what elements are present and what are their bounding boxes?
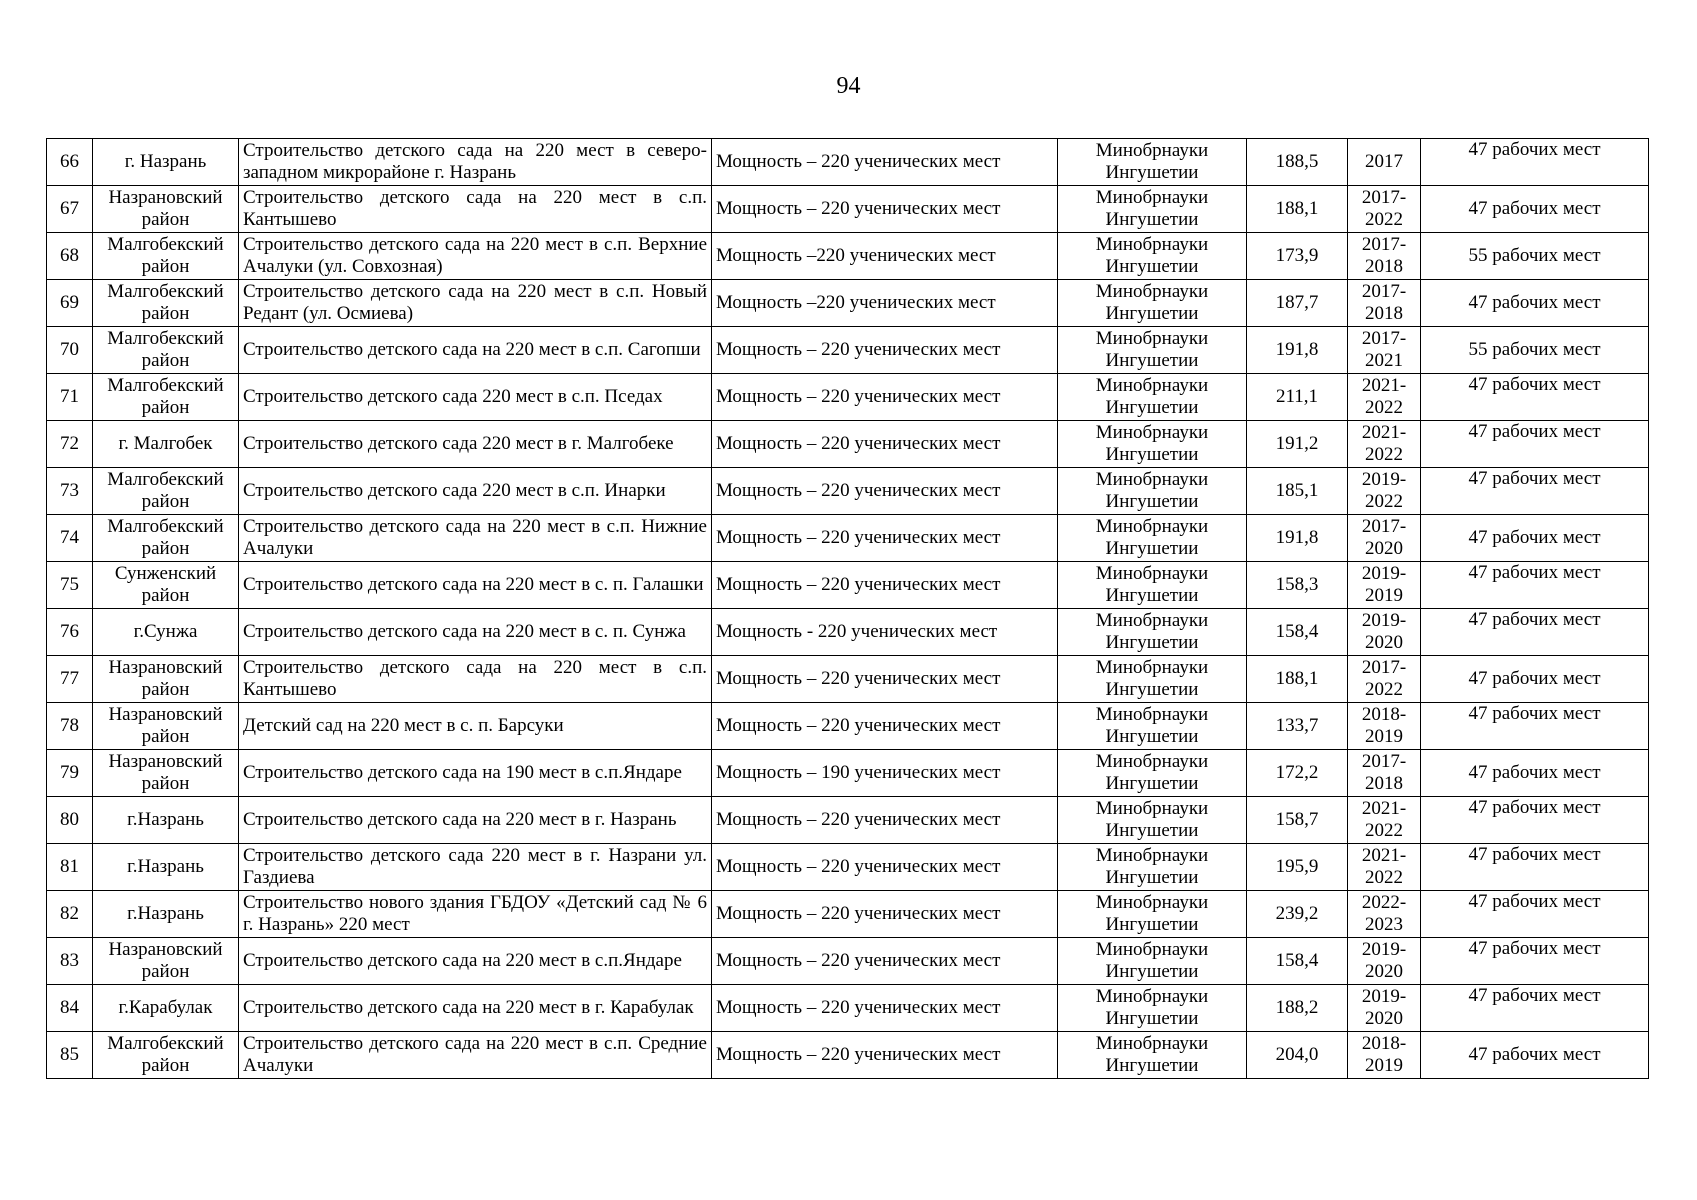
description-cell: Строительство детского сада 220 мест в с.п. Инарки xyxy=(239,468,712,515)
organization-cell: Минобрнауки Ингушетии xyxy=(1058,844,1247,891)
capacity-cell: Мощность – 220 ученических мест xyxy=(712,515,1058,562)
row-number: 67 xyxy=(47,186,93,233)
location-cell: г.Сунжа xyxy=(93,609,239,656)
table-row xyxy=(47,139,1649,186)
cost-cell: 187,7 xyxy=(1247,280,1348,327)
table-row xyxy=(47,233,1649,280)
years-cell: 2018-2019 xyxy=(1348,703,1421,750)
organization-cell: Минобрнауки Ингушетии xyxy=(1058,280,1247,327)
cost-cell: 185,1 xyxy=(1247,468,1348,515)
description-cell: Строительство детского сада на 220 мест в с.п. Сагопши xyxy=(239,327,712,374)
capacity-cell: Мощность – 220 ученических мест xyxy=(712,468,1058,515)
years-cell: 2017-2022 xyxy=(1348,186,1421,233)
table-row xyxy=(47,844,1649,891)
description-cell: Строительство детского сада на 220 мест в с.п.Яндаре xyxy=(239,938,712,985)
location-cell: Назрановский район xyxy=(93,703,239,750)
description-cell: Строительство нового здания ГБДОУ «Детский сад № 6 г. Назрань» 220 мест xyxy=(239,891,712,938)
location-cell: Малгобекский район xyxy=(93,374,239,421)
location-cell: Малгобекский район xyxy=(93,233,239,280)
cost-cell: 158,4 xyxy=(1247,938,1348,985)
table-row xyxy=(47,421,1649,468)
years-cell: 2018-2019 xyxy=(1348,1032,1421,1079)
row-number: 84 xyxy=(47,985,93,1032)
location-cell: г. Малгобек xyxy=(93,421,239,468)
jobs-cell: 47 рабочих мест xyxy=(1421,656,1649,703)
row-number: 79 xyxy=(47,750,93,797)
location-cell: Назрановский район xyxy=(93,656,239,703)
organization-cell: Минобрнауки Ингушетии xyxy=(1058,186,1247,233)
table-row xyxy=(47,1032,1649,1079)
organization-cell: Минобрнауки Ингушетии xyxy=(1058,515,1247,562)
description-cell: Строительство детского сада на 190 мест в с.п.Яндаре xyxy=(239,750,712,797)
years-cell: 2017-2021 xyxy=(1348,327,1421,374)
jobs-cell: 47 рабочих мест xyxy=(1421,844,1649,891)
capacity-cell: Мощность – 220 ученических мест xyxy=(712,844,1058,891)
description-cell: Детский сад на 220 мест в с. п. Барсуки xyxy=(239,703,712,750)
years-cell: 2021-2022 xyxy=(1348,374,1421,421)
row-number: 70 xyxy=(47,327,93,374)
row-number: 80 xyxy=(47,797,93,844)
page-number: 94 xyxy=(836,73,861,99)
location-cell: Сунженский район xyxy=(93,562,239,609)
location-cell: г.Назрань xyxy=(93,844,239,891)
location-cell: Малгобекский район xyxy=(93,327,239,374)
description-cell: Строительство детского сада 220 мест в с.п. Пседах xyxy=(239,374,712,421)
capacity-cell: Мощность –220 ученических мест xyxy=(712,280,1058,327)
capacity-cell: Мощность – 220 ученических мест xyxy=(712,562,1058,609)
jobs-cell: 47 рабочих мест xyxy=(1421,703,1649,750)
table-row xyxy=(47,891,1649,938)
years-cell: 2019-2019 xyxy=(1348,562,1421,609)
capacity-cell: Мощность – 220 ученических мест xyxy=(712,985,1058,1032)
capacity-cell: Мощность – 220 ученических мест xyxy=(712,891,1058,938)
row-number: 73 xyxy=(47,468,93,515)
location-cell: Малгобекский район xyxy=(93,515,239,562)
jobs-cell: 47 рабочих мест xyxy=(1421,515,1649,562)
row-number: 69 xyxy=(47,280,93,327)
location-cell: г. Назрань xyxy=(93,139,239,186)
location-cell: Малгобекский район xyxy=(93,1032,239,1079)
jobs-cell: 47 рабочих мест xyxy=(1421,797,1649,844)
description-cell: Строительство детского сада на 220 мест в с. п. Сунжа xyxy=(239,609,712,656)
jobs-cell: 47 рабочих мест xyxy=(1421,421,1649,468)
capacity-cell: Мощность – 220 ученических мест xyxy=(712,938,1058,985)
description-cell: Строительство детского сада на 220 мест в с. п. Галашки xyxy=(239,562,712,609)
cost-cell: 158,7 xyxy=(1247,797,1348,844)
row-number: 82 xyxy=(47,891,93,938)
cost-cell: 191,2 xyxy=(1247,421,1348,468)
row-number: 75 xyxy=(47,562,93,609)
capacity-cell: Мощность – 220 ученических мест xyxy=(712,656,1058,703)
projects-table xyxy=(46,138,1649,1079)
capacity-cell: Мощность – 220 ученических мест xyxy=(712,797,1058,844)
cost-cell: 204,0 xyxy=(1247,1032,1348,1079)
location-cell: Назрановский район xyxy=(93,186,239,233)
jobs-cell: 47 рабочих мест xyxy=(1421,562,1649,609)
cost-cell: 188,1 xyxy=(1247,186,1348,233)
location-cell: Малгобекский район xyxy=(93,468,239,515)
table-row xyxy=(47,280,1649,327)
table-row xyxy=(47,609,1649,656)
jobs-cell: 47 рабочих мест xyxy=(1421,374,1649,421)
description-cell: Строительство детского сада на 220 мест в г. Карабулак xyxy=(239,985,712,1032)
jobs-cell: 47 рабочих мест xyxy=(1421,938,1649,985)
jobs-cell: 47 рабочих мест xyxy=(1421,891,1649,938)
table-row xyxy=(47,515,1649,562)
row-number: 77 xyxy=(47,656,93,703)
years-cell: 2019-2022 xyxy=(1348,468,1421,515)
location-cell: г.Карабулак xyxy=(93,985,239,1032)
cost-cell: 188,1 xyxy=(1247,656,1348,703)
row-number: 66 xyxy=(47,139,93,186)
organization-cell: Минобрнауки Ингушетии xyxy=(1058,327,1247,374)
location-cell: Назрановский район xyxy=(93,750,239,797)
description-cell: Строительство детского сада на 220 мест в с.п. Средние Ачалуки xyxy=(239,1032,712,1079)
capacity-cell: Мощность – 220 ученических мест xyxy=(712,703,1058,750)
years-cell: 2017-2022 xyxy=(1348,656,1421,703)
description-cell: Строительство детского сада 220 мест в г. Назрани ул. Газдиева xyxy=(239,844,712,891)
capacity-cell: Мощность – 220 ученических мест xyxy=(712,186,1058,233)
table-row xyxy=(47,374,1649,421)
table-row xyxy=(47,656,1649,703)
jobs-cell: 47 рабочих мест xyxy=(1421,985,1649,1032)
description-cell: Строительство детского сада на 220 мест в с.п. Кантышево xyxy=(239,656,712,703)
years-cell: 2017-2018 xyxy=(1348,750,1421,797)
table-row xyxy=(47,186,1649,233)
organization-cell: Минобрнауки Ингушетии xyxy=(1058,985,1247,1032)
location-cell: Малгобекский район xyxy=(93,280,239,327)
organization-cell: Минобрнауки Ингушетии xyxy=(1058,703,1247,750)
organization-cell: Минобрнауки Ингушетии xyxy=(1058,468,1247,515)
row-number: 81 xyxy=(47,844,93,891)
cost-cell: 195,9 xyxy=(1247,844,1348,891)
organization-cell: Минобрнауки Ингушетии xyxy=(1058,562,1247,609)
jobs-cell: 55 рабочих мест xyxy=(1421,327,1649,374)
row-number: 72 xyxy=(47,421,93,468)
description-cell: Строительство детского сада 220 мест в г. Малгобеке xyxy=(239,421,712,468)
table-row xyxy=(47,327,1649,374)
jobs-cell: 47 рабочих мест xyxy=(1421,280,1649,327)
years-cell: 2017 xyxy=(1348,139,1421,186)
jobs-cell: 47 рабочих мест xyxy=(1421,186,1649,233)
years-cell: 2019-2020 xyxy=(1348,938,1421,985)
table-row xyxy=(47,985,1649,1032)
row-number: 85 xyxy=(47,1032,93,1079)
organization-cell: Минобрнауки Ингушетии xyxy=(1058,374,1247,421)
capacity-cell: Мощность – 220 ученических мест xyxy=(712,1032,1058,1079)
table-row xyxy=(47,703,1649,750)
cost-cell: 173,9 xyxy=(1247,233,1348,280)
cost-cell: 191,8 xyxy=(1247,515,1348,562)
organization-cell: Минобрнауки Ингушетии xyxy=(1058,233,1247,280)
capacity-cell: Мощность – 220 ученических мест xyxy=(712,139,1058,186)
years-cell: 2019-2020 xyxy=(1348,609,1421,656)
cost-cell: 239,2 xyxy=(1247,891,1348,938)
description-cell: Строительство детского сада на 220 мест в северо-западном микрорайоне г. Назрань xyxy=(239,139,712,186)
organization-cell: Минобрнауки Ингушетии xyxy=(1058,656,1247,703)
description-cell: Строительство детского сада на 220 мест в г. Назрань xyxy=(239,797,712,844)
row-number: 74 xyxy=(47,515,93,562)
years-cell: 2019-2020 xyxy=(1348,985,1421,1032)
cost-cell: 211,1 xyxy=(1247,374,1348,421)
row-number: 68 xyxy=(47,233,93,280)
table-row xyxy=(47,562,1649,609)
cost-cell: 191,8 xyxy=(1247,327,1348,374)
table-row xyxy=(47,750,1649,797)
organization-cell: Минобрнауки Ингушетии xyxy=(1058,938,1247,985)
row-number: 71 xyxy=(47,374,93,421)
years-cell: 2017-2018 xyxy=(1348,233,1421,280)
location-cell: г.Назрань xyxy=(93,797,239,844)
cost-cell: 188,5 xyxy=(1247,139,1348,186)
location-cell: Назрановский район xyxy=(93,938,239,985)
capacity-cell: Мощность –220 ученических мест xyxy=(712,233,1058,280)
years-cell: 2017-2020 xyxy=(1348,515,1421,562)
jobs-cell: 47 рабочих мест xyxy=(1421,1032,1649,1079)
capacity-cell: Мощность – 190 ученических мест xyxy=(712,750,1058,797)
table-body xyxy=(47,139,1649,1079)
organization-cell: Минобрнауки Ингушетии xyxy=(1058,891,1247,938)
jobs-cell: 47 рабочих мест xyxy=(1421,750,1649,797)
capacity-cell: Мощность - 220 ученических мест xyxy=(712,609,1058,656)
jobs-cell: 47 рабочих мест xyxy=(1421,468,1649,515)
description-cell: Строительство детского сада на 220 мест в с.п. Верхние Ачалуки (ул. Совхозная) xyxy=(239,233,712,280)
row-number: 78 xyxy=(47,703,93,750)
jobs-cell: 47 рабочих мест xyxy=(1421,139,1649,186)
capacity-cell: Мощность – 220 ученических мест xyxy=(712,374,1058,421)
location-cell: г.Назрань xyxy=(93,891,239,938)
table-row xyxy=(47,797,1649,844)
years-cell: 2022-2023 xyxy=(1348,891,1421,938)
organization-cell: Минобрнауки Ингушетии xyxy=(1058,797,1247,844)
organization-cell: Минобрнауки Ингушетии xyxy=(1058,609,1247,656)
cost-cell: 188,2 xyxy=(1247,985,1348,1032)
jobs-cell: 55 рабочих мест xyxy=(1421,233,1649,280)
cost-cell: 158,4 xyxy=(1247,609,1348,656)
row-number: 76 xyxy=(47,609,93,656)
capacity-cell: Мощность – 220 ученических мест xyxy=(712,421,1058,468)
organization-cell: Минобрнауки Ингушетии xyxy=(1058,421,1247,468)
organization-cell: Минобрнауки Ингушетии xyxy=(1058,1032,1247,1079)
jobs-cell: 47 рабочих мест xyxy=(1421,609,1649,656)
capacity-cell: Мощность – 220 ученических мест xyxy=(712,327,1058,374)
organization-cell: Минобрнауки Ингушетии xyxy=(1058,750,1247,797)
years-cell: 2021-2022 xyxy=(1348,421,1421,468)
table-row xyxy=(47,468,1649,515)
years-cell: 2021-2022 xyxy=(1348,844,1421,891)
years-cell: 2017-2018 xyxy=(1348,280,1421,327)
description-cell: Строительство детского сада на 220 мест в с.п. Новый Редант (ул. Осмиева) xyxy=(239,280,712,327)
row-number: 83 xyxy=(47,938,93,985)
cost-cell: 158,3 xyxy=(1247,562,1348,609)
cost-cell: 133,7 xyxy=(1247,703,1348,750)
table-row xyxy=(47,938,1649,985)
cost-cell: 172,2 xyxy=(1247,750,1348,797)
organization-cell: Минобрнауки Ингушетии xyxy=(1058,139,1247,186)
description-cell: Строительство детского сада на 220 мест в с.п. Нижние Ачалуки xyxy=(239,515,712,562)
description-cell: Строительство детского сада на 220 мест в с.п. Кантышево xyxy=(239,186,712,233)
years-cell: 2021-2022 xyxy=(1348,797,1421,844)
